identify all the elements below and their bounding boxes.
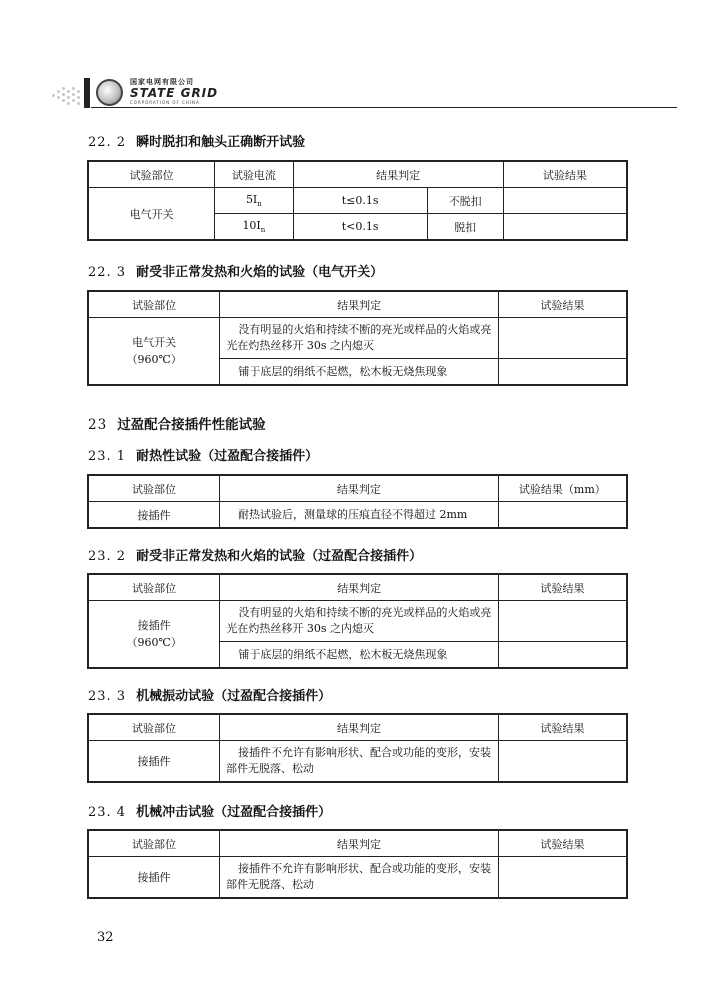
header-cell: 结果判定 <box>220 291 499 318</box>
criteria-cell: 接插件不允许有影响形状、配合或功能的变形，安装部件无脱落、松动 <box>220 741 499 783</box>
result-cell: 不脱扣 <box>427 188 503 214</box>
section-title: 机械冲击试验（过盈配合接插件） <box>136 805 332 820</box>
test-result-cell[interactable] <box>499 359 627 386</box>
test-result-cell[interactable] <box>498 502 627 529</box>
header-cell: 试验结果（mm） <box>498 475 627 502</box>
condition-cell: t≤0.1s <box>293 188 427 214</box>
header-cell: 试验部位 <box>88 714 220 741</box>
table-22-3 <box>87 290 628 386</box>
header-cell: 试验结果 <box>499 291 627 318</box>
section-heading-23 <box>88 413 266 433</box>
header-cell: 试验部位 <box>88 574 220 601</box>
header-rule <box>91 107 677 108</box>
section-number: 23. 1 <box>88 449 127 464</box>
header-dots-decoration <box>50 84 84 106</box>
section-number: 22. 3 <box>88 265 127 280</box>
logo-en: STATE GRID <box>130 86 219 100</box>
table-23-4 <box>87 829 628 899</box>
current-cell <box>215 214 293 241</box>
section-title: 耐热性试验（过盈配合接插件） <box>136 449 319 464</box>
part-temp: （960℃） <box>126 636 182 649</box>
header-cell: 试验结果 <box>499 574 627 601</box>
current-value: 5I <box>245 192 258 206</box>
section-title: 瞬时脱扣和触头正确断开试验 <box>136 135 306 150</box>
criteria-cell: 耐热试验后，测量球的压痕直径不得超过 2mm <box>219 502 498 529</box>
section-heading-23-4 <box>88 801 331 820</box>
section-heading-23-2 <box>88 545 422 564</box>
current-cell <box>215 188 293 214</box>
header-cell: 试验部位 <box>88 475 219 502</box>
section-number: 23. 2 <box>88 549 127 564</box>
header-cell: 试验电流 <box>215 161 293 188</box>
section-title: 过盈配合接插件性能试验 <box>117 417 266 433</box>
header-cell: 结果判定 <box>293 161 503 188</box>
header-cell: 结果判定 <box>220 830 499 857</box>
current-sub: n <box>257 200 262 209</box>
header-cell: 试验结果 <box>503 161 627 188</box>
page-header <box>50 78 630 108</box>
header-cell: 试验部位 <box>88 830 220 857</box>
test-result-cell[interactable] <box>498 857 627 899</box>
part-cell: 接插件 <box>88 502 219 529</box>
test-result-cell[interactable] <box>499 601 627 642</box>
test-result-cell[interactable] <box>498 741 627 783</box>
part-label: 电气开关 <box>132 336 177 349</box>
part-cell: 电气开关 <box>88 188 215 241</box>
section-number: 22. 2 <box>88 135 127 150</box>
test-result-cell[interactable] <box>499 318 627 359</box>
criteria-cell: 铺于底层的绢纸不起燃，松木板无烧焦现象 <box>220 359 499 386</box>
result-cell: 脱扣 <box>427 214 503 241</box>
logo-sub: CORPORATION OF CHINA <box>130 100 200 105</box>
current-sub: n <box>260 226 266 235</box>
test-result-cell[interactable] <box>503 188 627 214</box>
test-result-cell[interactable] <box>499 642 627 669</box>
part-temp: （960℃） <box>126 353 182 366</box>
section-number: 23 <box>88 417 108 433</box>
part-cell: 接插件 <box>88 741 220 783</box>
part-cell <box>88 318 220 386</box>
header-cell: 结果判定 <box>220 574 499 601</box>
part-cell <box>88 601 220 669</box>
header-bar <box>84 78 90 108</box>
logo-cn: 国家电网有限公司 <box>130 78 194 86</box>
part-label: 接插件 <box>137 619 171 632</box>
header-cell: 结果判定 <box>219 475 498 502</box>
test-result-cell[interactable] <box>503 214 627 241</box>
section-number: 23. 4 <box>88 805 127 820</box>
criteria-cell: 没有明显的火焰和持续不断的亮光或样品的火焰或亮光在灼热丝移开 30s 之内熄灭 <box>220 318 499 359</box>
table-23-3 <box>87 713 628 783</box>
criteria-cell: 铺于底层的绢纸不起燃，松木板无烧焦现象 <box>220 642 499 669</box>
table-23-1 <box>87 474 628 529</box>
header-cell: 试验部位 <box>88 161 215 188</box>
criteria-cell: 接插件不允许有影响形状、配合或功能的变形，安装部件无脱落、松动 <box>220 857 499 899</box>
criteria-cell: 没有明显的火焰和持续不断的亮光或样品的火焰或亮光在灼热丝移开 30s 之内熄灭 <box>220 601 499 642</box>
section-heading-22-2 <box>88 131 305 150</box>
section-heading-23-3 <box>88 685 331 704</box>
section-heading-22-3 <box>88 261 383 280</box>
condition-cell: t<0.1s <box>293 214 427 241</box>
part-cell: 接插件 <box>88 857 220 899</box>
page-number: 32 <box>97 930 114 945</box>
section-number: 23. 3 <box>88 689 127 704</box>
header-cell: 试验结果 <box>498 830 627 857</box>
header-cell: 试验结果 <box>498 714 627 741</box>
header-cell: 试验部位 <box>88 291 220 318</box>
logo-text <box>130 78 218 105</box>
current-value: 10I <box>242 218 261 232</box>
table-23-2 <box>87 573 628 669</box>
section-title: 耐受非正常发热和火焰的试验（过盈配合接插件） <box>136 549 423 564</box>
header-cell: 结果判定 <box>220 714 499 741</box>
section-heading-23-1 <box>88 445 318 464</box>
table-22-2 <box>87 160 628 241</box>
state-grid-logo-icon <box>96 79 123 106</box>
section-title: 耐受非正常发热和火焰的试验（电气开关） <box>136 265 384 280</box>
section-title: 机械振动试验（过盈配合接插件） <box>136 689 332 704</box>
